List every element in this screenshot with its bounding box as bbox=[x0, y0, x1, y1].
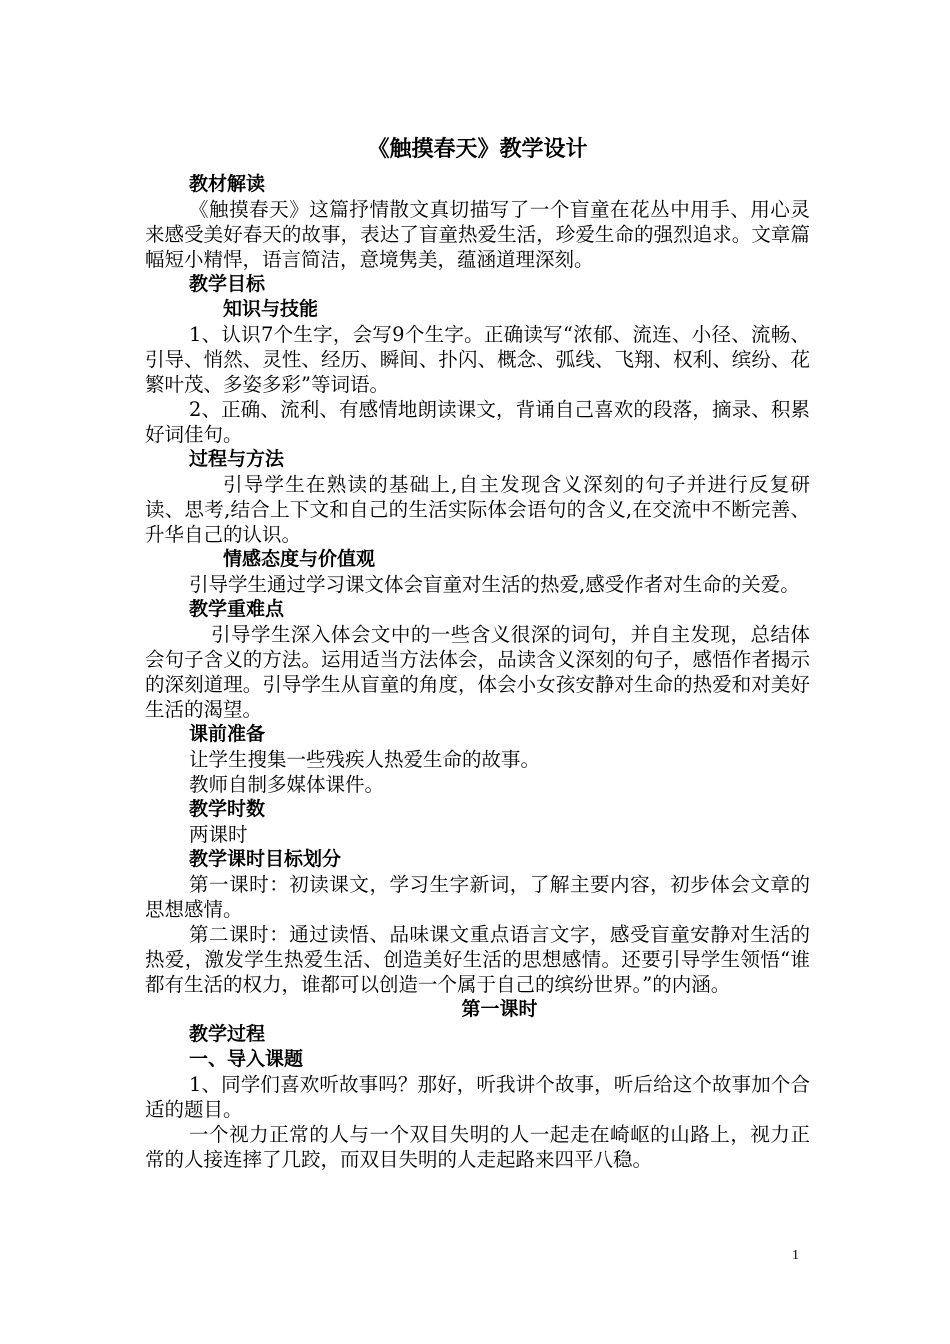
paragraph-emotion: 引导学生通过学习课文体会盲童对生活的热爱,感受作者对生命的关爱。 bbox=[189, 573, 800, 596]
subheading-emotion: 情感态度与价值观 bbox=[223, 548, 376, 570]
paragraph-lesson-1-goal: 第一课时：初读课文，学习生字新词，了解主要内容，初步体会文章的思想感情。 bbox=[145, 873, 810, 921]
section-heading-goals: 教学目标 bbox=[189, 273, 266, 295]
paragraph-process: 引导学生在熟读的基础上,自主发现含义深刻的句子并进行反复研读、思考,结合上下文和自己的生活实际体会语句的含义,在交流中不断完善、升华自己的认识。 bbox=[145, 473, 810, 546]
section-heading-hours: 教学时数 bbox=[189, 798, 266, 820]
document-body bbox=[145, 132, 810, 1172]
paragraph-preparation-2: 教师自制多媒体课件。 bbox=[189, 773, 385, 796]
paragraph-hours: 两课时 bbox=[189, 823, 248, 846]
paragraph-preparation-1: 让学生搜集一些残疾人热爱生命的故事。 bbox=[189, 748, 541, 771]
paragraph-textbook: 《触摸春天》这篇抒情散文真切描写了一个盲童在花丛中用手、用心灵来感受美好春天的故事，表达了盲童热爱生活，珍爱生命的强烈追求。文章篇幅短小精悍，语言简洁，意境隽美，蕴涵道理深刻。 bbox=[145, 198, 810, 271]
page-number: 1 bbox=[792, 1248, 799, 1263]
subheading-knowledge: 知识与技能 bbox=[223, 298, 319, 320]
paragraph-goal-2: 2、正确、流利、有感情地朗读课文，背诵自己喜欢的段落，摘录、积累好词佳句。 bbox=[145, 398, 810, 446]
lesson-1-heading: 第一课时 bbox=[461, 998, 538, 1020]
section-heading-lesson-goals: 教学课时目标划分 bbox=[189, 848, 342, 870]
section-heading-preparation: 课前准备 bbox=[189, 723, 266, 745]
section-heading-process: 教学过程 bbox=[189, 1023, 266, 1045]
subheading-introduction: 一、导入课题 bbox=[189, 1048, 304, 1070]
section-heading-textbook: 教材解读 bbox=[189, 173, 266, 195]
subheading-process: 过程与方法 bbox=[189, 448, 285, 470]
paragraph-introduction-2: 一个视力正常的人与一个双目失明的人一起走在崎岖的山路上，视力正常的人接连摔了几跤，而双目失明的人走起路来四平八稳。 bbox=[145, 1123, 810, 1171]
paragraph-key-points: 引导学生深入体会文中的一些含义很深的词句，并自主发现，总结体会句子含义的方法。运用适当方法体会，品读含义深刻的句子，感悟作者揭示的深刻道理。引导学生从盲童的角度，体会小女孩安静对生命的热爱和对美好生活的渴望。 bbox=[145, 623, 810, 721]
paragraph-goal-1: 1、认识7个生字，会写9个生字。正确读写“浓郁、流连、小径、流畅、引导、悄然、灵性、经历、瞬间、扑闪、概念、弧线、飞翔、权利、缤纷、花繁叶茂、多姿多彩”等词语。 bbox=[145, 323, 810, 396]
paragraph-lesson-2-goal: 第二课时：通过读悟、品味课文重点语言文字，感受盲童安静对生活的热爱，激发学生热爱生活、创造美好生活的思想感情。还要引导学生领悟“谁都有生活的权力，谁都可以创造一个属于自己的缤纷世界。”的内涵。 bbox=[145, 923, 810, 996]
page-title: 《触摸春天》教学设计 bbox=[367, 137, 588, 162]
section-heading-key-points: 教学重难点 bbox=[189, 598, 285, 620]
paragraph-introduction-1: 1、同学们喜欢听故事吗？那好，听我讲个故事，听后给这个故事加个合适的题目。 bbox=[145, 1073, 810, 1121]
